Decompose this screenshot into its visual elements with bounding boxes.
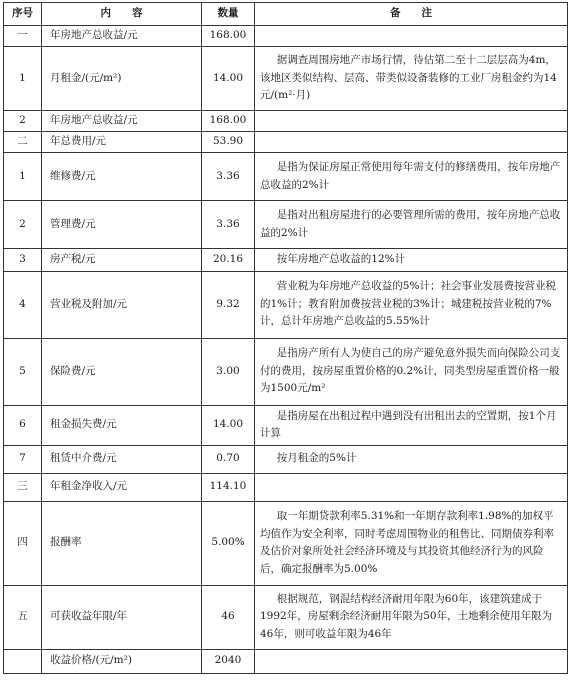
row-note: 据调查周围房地产市场行情，待估第二至十二层层高为4m，该地区类似结构、层高、带类似设备装修的工业厂房租金约为14元/(m²·月) <box>255 47 568 111</box>
row-no: 一 <box>4 26 42 47</box>
row-no: 3 <box>4 249 42 272</box>
table-row <box>4 338 568 405</box>
row-note: 是指为保证房屋正常使用每年需支付的修缮费用，按年房地产总收益的2%计 <box>255 153 568 201</box>
row-qty: 0.70 <box>202 445 255 473</box>
row-note: 营业税为年房地产总收益的5%计；社会事业发展费按营业税的1%计；教育附加费按营业税的3%计；城建税按营业税的7%计，总计年房地产总收益的5.55%计 <box>255 271 568 338</box>
row-qty: 46 <box>202 585 255 649</box>
row-no: 二 <box>4 132 42 153</box>
row-qty: 3.00 <box>202 338 255 405</box>
row-item: 报酬率 <box>42 501 202 585</box>
row-no: 7 <box>4 445 42 473</box>
table-row <box>4 26 568 47</box>
table-row <box>4 132 568 153</box>
row-item: 年房地产总收益/元 <box>42 111 202 132</box>
row-item: 房产税/元 <box>42 249 202 272</box>
row-note: 是指对出租房屋进行的必要管理所需的费用，按年房地产总收益的2%计 <box>255 201 568 249</box>
row-item: 年总费用/元 <box>42 132 202 153</box>
header-note: 备 注 <box>255 3 568 26</box>
table-row <box>4 201 568 249</box>
row-qty: 9.32 <box>202 271 255 338</box>
row-qty: 53.90 <box>202 132 255 153</box>
row-qty: 3.36 <box>202 201 255 249</box>
row-note <box>255 649 568 673</box>
table-row <box>4 585 568 649</box>
row-no: 5 <box>4 338 42 405</box>
row-item: 可获收益年限/年 <box>42 585 202 649</box>
table-row <box>4 501 568 585</box>
row-qty: 114.10 <box>202 473 255 501</box>
row-no: 五 <box>4 585 42 649</box>
table-row <box>4 649 568 673</box>
row-no: 1 <box>4 47 42 111</box>
row-no: 6 <box>4 405 42 445</box>
table-row <box>4 405 568 445</box>
row-no <box>4 649 42 673</box>
row-no: 三 <box>4 473 42 501</box>
row-note <box>255 473 568 501</box>
row-item: 保险费/元 <box>42 338 202 405</box>
row-item: 月租金/(元/m²) <box>42 47 202 111</box>
row-note <box>255 132 568 153</box>
table-row <box>4 445 568 473</box>
table-row <box>4 111 568 132</box>
row-note: 按年房地产总收益的12%计 <box>255 249 568 272</box>
row-note: 是指房产所有人为使自己的房产避免意外损失而向保险公司支付的费用，按房屋重置价格的0.2%计，同类型房屋重置价格一般为1500元/m² <box>255 338 568 405</box>
row-item: 租金损失费/元 <box>42 405 202 445</box>
row-qty: 20.16 <box>202 249 255 272</box>
row-no: 4 <box>4 271 42 338</box>
header-row <box>4 3 568 26</box>
row-qty: 14.00 <box>202 47 255 111</box>
row-qty: 5.00% <box>202 501 255 585</box>
row-note: 根据规范，钢混结构经济耐用年限为60年，该建筑建成于1992年，房屋剩余经济耐用年限为50年，土地剩余使用年限为46年，则可收益年限为46年 <box>255 585 568 649</box>
row-note: 按月租金的5%计 <box>255 445 568 473</box>
row-item: 年房地产总收益/元 <box>42 26 202 47</box>
row-qty: 168.00 <box>202 111 255 132</box>
table-row <box>4 473 568 501</box>
table-row <box>4 271 568 338</box>
row-qty: 3.36 <box>202 153 255 201</box>
income-approach-table <box>3 2 568 674</box>
row-no: 2 <box>4 201 42 249</box>
row-item: 年租金净收入/元 <box>42 473 202 501</box>
row-qty: 168.00 <box>202 26 255 47</box>
header-item: 内 容 <box>42 3 202 26</box>
row-item: 收益价格/(元/m²) <box>42 649 202 673</box>
row-no: 2 <box>4 111 42 132</box>
row-item: 租赁中介费/元 <box>42 445 202 473</box>
table-row <box>4 249 568 272</box>
header-qty: 数量 <box>202 3 255 26</box>
row-item: 营业税及附加/元 <box>42 271 202 338</box>
table-row <box>4 153 568 201</box>
row-note: 是指房屋在出租过程中遇到没有出租出去的空置期，按1个月计算 <box>255 405 568 445</box>
row-note <box>255 26 568 47</box>
row-qty: 14.00 <box>202 405 255 445</box>
row-note <box>255 111 568 132</box>
row-no: 1 <box>4 153 42 201</box>
header-no: 序号 <box>4 3 42 26</box>
row-item: 管理费/元 <box>42 201 202 249</box>
table-row <box>4 47 568 111</box>
row-no: 四 <box>4 501 42 585</box>
row-note: 取一年期贷款利率5.31%和一年期存款利率1.98%的加权平均值作为安全利率，同时考虑周围物业的租售比、同期债券利率及估价对象所处社会经济环境及与其投资其他经济行为的风险后，确定报酬率为5.00% <box>255 501 568 585</box>
row-item: 维修费/元 <box>42 153 202 201</box>
row-qty: 2040 <box>202 649 255 673</box>
